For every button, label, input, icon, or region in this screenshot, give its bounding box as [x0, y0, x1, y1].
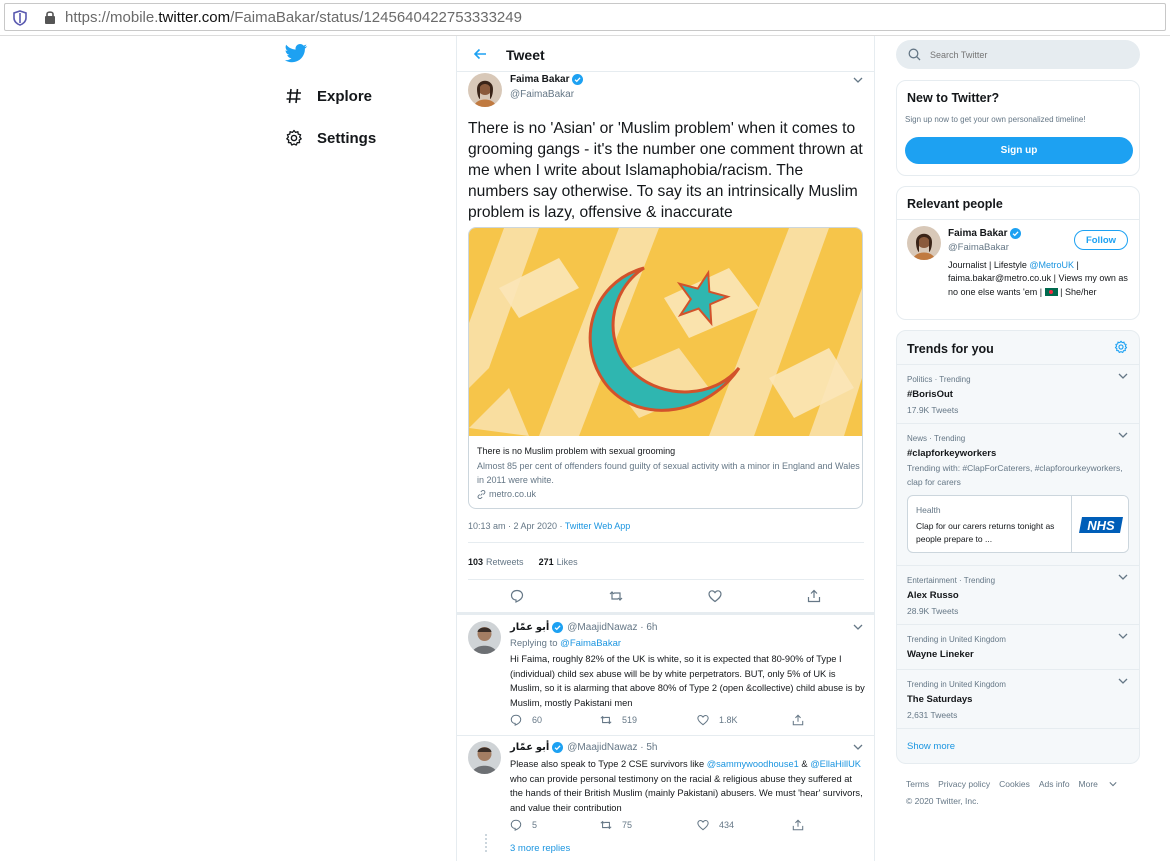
author-name-text: Faima Bakar [510, 74, 570, 85]
retweets-label: Retweets [486, 557, 524, 567]
trend-category: Trending in United Kingdom [907, 635, 1006, 644]
chevron-down-icon[interactable] [1118, 574, 1128, 580]
bio-text: | faima.bakar@metro.co.uk | Views my own as no one else wants 'em | [948, 260, 1128, 297]
footer [906, 776, 1146, 810]
link-card[interactable] [468, 227, 863, 509]
divider [468, 579, 864, 580]
footer-link-more-label: More [1078, 779, 1098, 789]
verified-badge-icon [572, 74, 583, 85]
person-avatar[interactable] [907, 226, 941, 260]
like-count-text: 1.8K [719, 715, 738, 725]
person-name-text: Faima Bakar [948, 228, 1008, 239]
hashtag-icon [285, 87, 303, 105]
card-title: There is no Muslim problem with sexual grooming [477, 446, 676, 456]
likes-label: Likes [556, 557, 578, 567]
verified-badge-icon [552, 742, 563, 753]
retweets-count: 103 [468, 557, 484, 567]
url-text[interactable]: https://mobile.twitter.com/FaimaBakar/status/1245640422753333249 [65, 9, 522, 26]
reply-avatar[interactable] [468, 621, 501, 654]
footer-link-privacy[interactable]: Privacy policy [938, 779, 991, 789]
trends-panel [896, 330, 1140, 764]
bio-mention-link[interactable]: @MetroUK [1029, 260, 1075, 270]
reply-author[interactable] [510, 742, 657, 753]
search-input[interactable] [930, 46, 1130, 63]
nav-settings[interactable] [285, 129, 376, 147]
new-to-twitter-title: New to Twitter? [907, 91, 1000, 105]
person-name[interactable] [948, 228, 1021, 239]
chevron-down-icon[interactable] [853, 77, 863, 83]
show-more-link[interactable]: Show more [907, 741, 956, 752]
like-count-text: 434 [719, 820, 735, 830]
like-count[interactable] [697, 819, 734, 831]
reply-author-name: أبو عمّار [510, 622, 550, 633]
reply-author-name: أبو عمّار [510, 742, 550, 753]
card-image [469, 228, 862, 436]
retweet-count[interactable] [600, 714, 637, 726]
signup-button[interactable]: Sign up [905, 137, 1133, 164]
trend-item[interactable] [897, 424, 1139, 565]
tweet-header [457, 36, 874, 72]
search-box[interactable] [896, 40, 1140, 69]
trend-category: Trending in United Kingdom [907, 680, 1006, 689]
mention-link[interactable]: @sammywoodhouse1 [706, 759, 799, 769]
trend-name: #clapforkeyworkers [907, 448, 997, 459]
tweet-time-text: 10:13 am · 2 Apr 2020 · [468, 521, 565, 531]
retweets-stat[interactable] [468, 557, 524, 567]
trend-name: Wayne Lineker [907, 649, 974, 660]
new-to-twitter-subtitle: Sign up now to get your own personalized timeline! [905, 115, 1086, 124]
trend-item[interactable] [897, 670, 1139, 728]
trend-news-card[interactable] [907, 495, 1129, 553]
footer-link-cookies[interactable]: Cookies [999, 779, 1030, 789]
reply-author-handle: @MaajidNawaz · 6h [567, 622, 658, 633]
trend-category: Politics · Trending [907, 375, 971, 384]
chevron-down-icon[interactable] [1118, 432, 1128, 438]
trends-title: Trends for you [907, 342, 994, 356]
share-icon[interactable] [792, 819, 804, 831]
tweet-timestamp [468, 521, 630, 531]
replying-to-link[interactable]: @FaimaBakar [560, 638, 622, 649]
reply-text-part: Please also speak to Type 2 CSE survivors like [510, 759, 707, 769]
nav-explore-label: Explore [317, 87, 373, 105]
reply-icon[interactable] [510, 589, 524, 603]
footer-link-terms[interactable]: Terms [906, 779, 930, 789]
main-column [456, 36, 875, 861]
person-bio [948, 259, 1128, 299]
replying-to [510, 638, 621, 649]
share-icon[interactable] [792, 714, 804, 726]
chevron-down-icon[interactable] [1118, 678, 1128, 684]
card-domain [477, 489, 536, 499]
heart-icon[interactable] [708, 589, 722, 603]
reply-text-part: & [798, 759, 811, 769]
reply-text [510, 757, 865, 815]
tweet-text: There is no 'Asian' or 'Muslim problem' when it comes to grooming gangs - it's the number one comment thrown at me when I write about Islamaphobia/racism. The numbers say otherwise. To say its an intrinsically Muslim problem is lazy, offensive & inaccurate [468, 120, 863, 221]
bio-text: Journalist | Lifestyle [948, 260, 1030, 270]
tweet-stats [468, 557, 578, 567]
search-icon [908, 48, 921, 61]
retweet-count[interactable] [600, 819, 632, 831]
trend-item[interactable] [897, 566, 1139, 624]
new-to-twitter-panel [896, 80, 1140, 176]
nav-settings-label: Settings [317, 129, 377, 147]
twitter-bird-icon[interactable] [284, 44, 308, 64]
trend-count: 28.9K Tweets [907, 606, 959, 616]
relevant-people-panel [896, 186, 1140, 320]
trend-item[interactable] [897, 625, 1139, 669]
verified-badge-icon [552, 622, 563, 633]
divider [457, 735, 874, 736]
reply-count[interactable] [510, 714, 542, 726]
card-description: Almost 85 per cent of offenders found guilty of sexual activity with a minor in England and Wales in 2011 were white. [477, 461, 860, 485]
tweet-source-link[interactable]: Twitter Web App [564, 521, 631, 531]
reply-author-handle: @MaajidNawaz · 5h [567, 742, 658, 753]
likes-stat[interactable] [539, 557, 578, 567]
divider [897, 728, 1139, 729]
copyright: © 2020 Twitter, Inc. [906, 796, 979, 806]
address-bar[interactable] [4, 3, 1166, 31]
chevron-down-icon[interactable] [853, 624, 863, 630]
footer-links [906, 776, 1146, 793]
trend-related: Trending with: #ClapForCaterers, #clapforourkeyworkers, clap for carers [907, 463, 1123, 487]
divider [457, 612, 874, 615]
retweet-count-text: 75 [622, 820, 633, 830]
reply-author[interactable] [510, 622, 657, 633]
retweet-icon [600, 819, 612, 831]
reply-text: Hi Faima, roughly 82% of the UK is white, so it is expected that 80-90% of Type I (individual) child sex abuse will be by white perpetrators. BUT, only 5% of UK is Muslim, so it is alarming that above 80% of Type 2 (open &collective) child abuse is by Muslim, mostly Pakistani men [510, 654, 865, 708]
bio-text: | She/her [1057, 286, 1097, 297]
link-icon [477, 490, 486, 499]
gear-icon [285, 129, 303, 147]
reply-count-text: 60 [532, 715, 543, 725]
reply-icon [510, 819, 522, 831]
chevron-down-icon[interactable] [1118, 373, 1128, 379]
likes-count: 271 [538, 557, 554, 567]
reply-count-text: 5 [532, 820, 538, 830]
bangladesh-flag-icon [1045, 288, 1058, 296]
trend-card-text: Clap for our carers returns tonight as people prepare to ... [916, 521, 1055, 544]
card-domain-text: metro.co.uk [489, 489, 537, 499]
nhs-logo-text: NHS [1087, 518, 1115, 533]
reply-text-part: who can provide personal testimony on the racial & religious abuse they suffered at the hands of their British Muslim (mainly Pakistani) abusers. We must 'hear' survivors, and value their contribution [510, 773, 863, 813]
footer-link-ads-info[interactable]: Ads info [1038, 779, 1070, 789]
gear-icon[interactable] [1114, 340, 1128, 354]
chevron-down-icon[interactable] [1118, 633, 1128, 639]
reply-avatar[interactable] [468, 741, 501, 774]
trend-card-label: Health [916, 505, 941, 515]
back-arrow-icon[interactable] [473, 47, 487, 61]
chevron-down-icon [1109, 781, 1117, 787]
trend-name: The Saturdays [907, 694, 973, 705]
share-icon[interactable] [807, 589, 821, 603]
lock-icon[interactable] [43, 9, 57, 25]
trend-name: #BorisOut [907, 389, 953, 400]
replying-prefix: Replying to [510, 638, 561, 649]
retweet-icon [600, 714, 612, 726]
more-replies-link[interactable]: 3 more replies [510, 843, 571, 854]
nav-explore[interactable] [285, 87, 372, 105]
nhs-logo [1071, 496, 1129, 553]
mention-link[interactable]: @EllaHillUK [810, 759, 861, 769]
trend-count: 17.9K Tweets [907, 405, 959, 415]
shield-icon[interactable] [13, 10, 27, 26]
divider [468, 542, 864, 543]
person-handle[interactable]: @FaimaBakar [948, 242, 1009, 253]
follow-button[interactable]: Follow [1074, 230, 1128, 250]
trend-name: Alex Russo [907, 590, 959, 601]
relevant-people-title: Relevant people [907, 197, 1003, 211]
browser-toolbar [0, 0, 1170, 36]
trend-count: 2,631 Tweets [907, 710, 958, 720]
reply-count[interactable] [510, 819, 537, 831]
divider [897, 219, 1139, 220]
page-title: Tweet [506, 47, 545, 63]
trend-category: News · Trending [907, 434, 966, 443]
heart-icon [697, 714, 709, 726]
footer-link-more[interactable] [1079, 779, 1117, 789]
like-count[interactable] [697, 714, 738, 726]
verified-badge-icon [1010, 228, 1021, 239]
retweet-count-text: 519 [622, 715, 638, 725]
retweet-icon[interactable] [609, 589, 623, 603]
author-handle[interactable]: @FaimaBakar [510, 89, 575, 100]
author-name[interactable] [510, 74, 583, 85]
trend-item[interactable] [897, 365, 1139, 423]
thread-line [485, 834, 487, 854]
chevron-down-icon[interactable] [853, 744, 863, 750]
reply-icon [510, 714, 522, 726]
trend-category: Entertainment · Trending [907, 576, 996, 585]
heart-icon [697, 819, 709, 831]
author-avatar[interactable] [468, 73, 502, 107]
